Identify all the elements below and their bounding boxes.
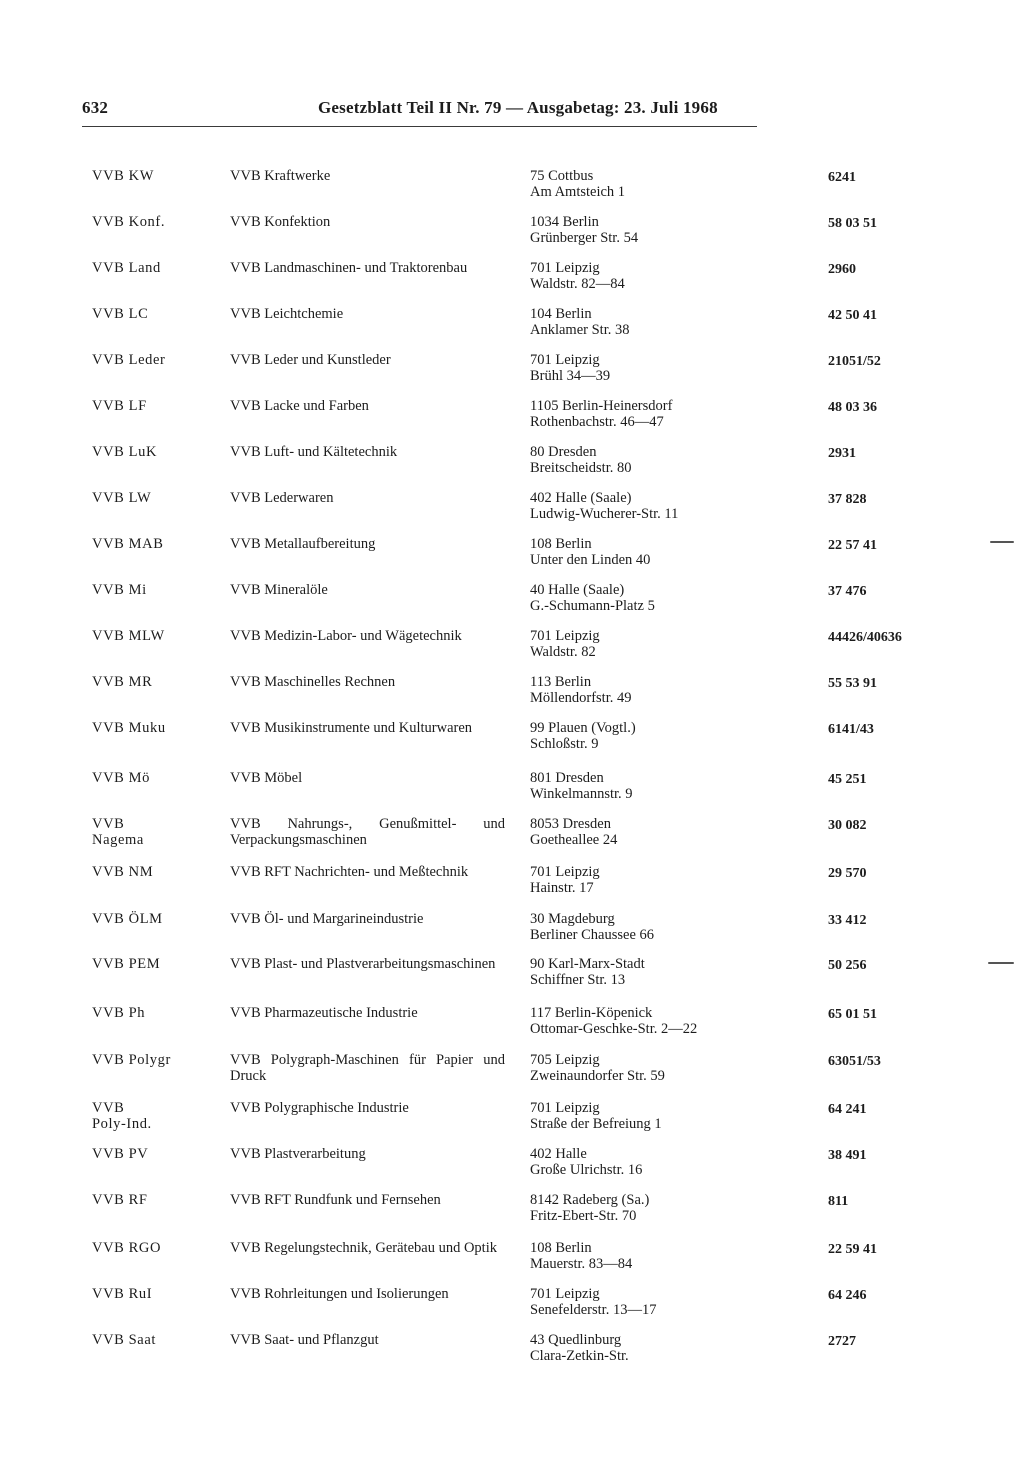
table-row xyxy=(0,398,1024,442)
address xyxy=(530,214,770,246)
address-city: 75 Cottbus xyxy=(530,168,594,184)
phone-number: 811 xyxy=(828,1194,849,1209)
phone-number: 29 570 xyxy=(828,866,867,881)
phone-number: 30 082 xyxy=(828,818,867,833)
abbreviation: VVB LuK xyxy=(92,444,158,460)
address xyxy=(530,628,770,660)
address xyxy=(530,1005,770,1037)
phone-number: 48 03 36 xyxy=(828,400,877,415)
address-street: G.-Schumann-Platz 5 xyxy=(530,598,655,614)
address-city: 701 Leipzig xyxy=(530,260,600,276)
abbreviation: VVB Mi xyxy=(92,582,147,598)
address-city: 402 Halle (Saale) xyxy=(530,490,632,506)
address-street: Schloßstr. 9 xyxy=(530,736,599,752)
abbreviation: VVB RGO xyxy=(92,1240,162,1256)
address xyxy=(530,168,770,200)
table-row xyxy=(0,168,1024,212)
address xyxy=(530,1100,770,1132)
abbreviation: VVB LF xyxy=(92,398,147,414)
organization-name: VVB Maschinelles Rechnen xyxy=(230,674,396,690)
phone-number: 63051/53 xyxy=(828,1054,881,1069)
address-city: 8142 Radeberg (Sa.) xyxy=(530,1192,650,1208)
address-street: Große Ulrichstr. 16 xyxy=(530,1162,643,1178)
address xyxy=(530,1286,770,1318)
address-city: 701 Leipzig xyxy=(530,1100,600,1116)
phone-number: 50 256 xyxy=(828,958,867,973)
address-city: 701 Leipzig xyxy=(530,352,600,368)
phone-number: 2960 xyxy=(828,262,856,277)
table-row xyxy=(0,1005,1024,1049)
organization-name: VVB Pharmazeutische Industrie xyxy=(230,1005,418,1021)
abbreviation: VVB LC xyxy=(92,306,149,322)
address xyxy=(530,1332,770,1364)
address xyxy=(530,352,770,384)
table-row xyxy=(0,628,1024,672)
phone-number: 6241 xyxy=(828,170,856,185)
table-row xyxy=(0,214,1024,258)
address-street: Ottomar-Geschke-Str. 2—22 xyxy=(530,1021,698,1037)
abbreviation: VVB ÖLM xyxy=(92,911,163,927)
table-row xyxy=(0,1052,1024,1096)
address-street: Senefelderstr. 13—17 xyxy=(530,1302,657,1318)
address-city: 113 Berlin xyxy=(530,674,592,690)
table-row xyxy=(0,816,1024,860)
address xyxy=(530,444,770,476)
table-row xyxy=(0,911,1024,955)
address-city: 705 Leipzig xyxy=(530,1052,600,1068)
organization-name: VVB Metallaufbereitung xyxy=(230,536,376,552)
table-row xyxy=(0,674,1024,718)
table-row xyxy=(0,1286,1024,1330)
abbreviation: VVB PV xyxy=(92,1146,149,1162)
organization-name: VVB Polygraph-Maschinen für Papier und Druck xyxy=(230,1052,505,1084)
address-street: Brühl 34—39 xyxy=(530,368,611,384)
abbreviation: VVB NM xyxy=(92,864,154,880)
abbreviation: VVB Polygr xyxy=(92,1052,171,1068)
table-row xyxy=(0,720,1024,764)
address xyxy=(530,911,770,943)
abbreviation: VVB MR xyxy=(92,674,153,690)
address xyxy=(530,816,770,848)
address-street: Breitscheidstr. 80 xyxy=(530,460,632,476)
page-number: 632 xyxy=(82,98,109,117)
organization-name: VVB Kraftwerke xyxy=(230,168,331,184)
abbreviation: VVB RuI xyxy=(92,1286,153,1302)
organization-name: VVB Lacke und Farben xyxy=(230,398,369,414)
organization-name: VVB Mineralöle xyxy=(230,582,328,598)
address-city: 80 Dresden xyxy=(530,444,597,460)
table-row xyxy=(0,306,1024,350)
address-street: Möllendorfstr. 49 xyxy=(530,690,632,706)
organization-name: VVB Leichtchemie xyxy=(230,306,344,322)
phone-number: 64 241 xyxy=(828,1102,867,1117)
address-street: Clara-Zetkin-Str. xyxy=(530,1348,629,1364)
address-city: 104 Berlin xyxy=(530,306,592,322)
organization-name: VVB Regelungstechnik, Gerätebau und Optik xyxy=(230,1240,497,1256)
phone-number: 38 491 xyxy=(828,1148,867,1163)
address-city: 402 Halle xyxy=(530,1146,587,1162)
table-row xyxy=(0,1332,1024,1376)
table-row xyxy=(0,1146,1024,1190)
page-header xyxy=(82,98,772,128)
address xyxy=(530,864,770,896)
address-street: Winkelmannstr. 9 xyxy=(530,786,633,802)
address-street: Waldstr. 82—84 xyxy=(530,276,625,292)
organization-name: VVB Musikinstrumente und Kulturwaren xyxy=(230,720,473,736)
organization-name: VVB Medizin-Labor- und Wägetechnik xyxy=(230,628,462,644)
address xyxy=(530,490,770,522)
table-row xyxy=(0,352,1024,396)
organization-name: VVB RFT Rundfunk und Fernsehen xyxy=(230,1192,441,1208)
address-street: Zweinaundorfer Str. 59 xyxy=(530,1068,665,1084)
table-row xyxy=(0,536,1024,580)
address xyxy=(530,582,770,614)
address xyxy=(530,260,770,292)
address-street: Unter den Linden 40 xyxy=(530,552,651,568)
organization-name: VVB Konfektion xyxy=(230,214,331,230)
address xyxy=(530,536,770,568)
table-row xyxy=(0,956,1024,1000)
address-street: Grünberger Str. 54 xyxy=(530,230,639,246)
address-city: 90 Karl-Marx-Stadt xyxy=(530,956,645,972)
phone-number: 65 01 51 xyxy=(828,1007,877,1022)
table-row xyxy=(0,770,1024,814)
abbreviation: VVB KW xyxy=(92,168,154,184)
margin-mark xyxy=(990,541,1014,543)
address-street: Anklamer Str. 38 xyxy=(530,322,630,338)
phone-number: 58 03 51 xyxy=(828,216,877,231)
address-street: Schiffner Str. 13 xyxy=(530,972,626,988)
address xyxy=(530,1192,770,1224)
organization-name: VVB RFT Nachrichten- und Meßtechnik xyxy=(230,864,469,880)
organization-name: VVB Rohrleitungen und Isolierungen xyxy=(230,1286,449,1302)
address-street: Goetheallee 24 xyxy=(530,832,618,848)
organization-name: VVB Möbel xyxy=(230,770,303,786)
address-city: 701 Leipzig xyxy=(530,1286,600,1302)
table-row xyxy=(0,1192,1024,1236)
address-city: 30 Magdeburg xyxy=(530,911,615,927)
phone-number: 22 59 41 xyxy=(828,1242,877,1257)
address-street: Berliner Chaussee 66 xyxy=(530,927,655,943)
address-street: Rothenbachstr. 46—47 xyxy=(530,414,664,430)
abbreviation: VVB Ph xyxy=(92,1005,146,1021)
abbreviation: VVB LW xyxy=(92,490,152,506)
abbreviation: VVB MAB xyxy=(92,536,164,552)
address-city: 99 Plauen (Vogtl.) xyxy=(530,720,636,736)
phone-number: 21051/52 xyxy=(828,354,881,369)
organization-name: VVB Luft- und Kältetechnik xyxy=(230,444,398,460)
address-street: Am Amtsteich 1 xyxy=(530,184,626,200)
address-city: 108 Berlin xyxy=(530,1240,592,1256)
phone-number: 2727 xyxy=(828,1334,856,1349)
table-row xyxy=(0,864,1024,908)
table-row xyxy=(0,260,1024,304)
address xyxy=(530,720,770,752)
phone-number: 44426/40636 xyxy=(828,630,902,645)
abbreviation: VVB Saat xyxy=(92,1332,157,1348)
organization-name: VVB Plastverarbeitung xyxy=(230,1146,366,1162)
address xyxy=(530,1240,770,1272)
address-street: Mauerstr. 83—84 xyxy=(530,1256,633,1272)
organization-name: VVB Landmaschinen- und Traktorenbau xyxy=(230,260,468,276)
table-row xyxy=(0,444,1024,488)
address-city: 1105 Berlin-Heinersdorf xyxy=(530,398,673,414)
abbreviation: VVB Poly-Ind. xyxy=(92,1100,152,1132)
phone-number: 6141/43 xyxy=(828,722,874,737)
phone-number: 37 828 xyxy=(828,492,867,507)
address-city: 43 Quedlinburg xyxy=(530,1332,622,1348)
organization-name: VVB Lederwaren xyxy=(230,490,334,506)
address xyxy=(530,398,770,430)
abbreviation: VVB RF xyxy=(92,1192,148,1208)
organization-name: VVB Polygraphische Industrie xyxy=(230,1100,409,1116)
address-city: 801 Dresden xyxy=(530,770,604,786)
address-city: 40 Halle (Saale) xyxy=(530,582,625,598)
address xyxy=(530,674,770,706)
address-street: Straße der Befreiung 1 xyxy=(530,1116,662,1132)
phone-number: 55 53 91 xyxy=(828,676,877,691)
running-title: Gesetzblatt Teil II Nr. 79 — Ausgabetag: 23. Juli 1968 xyxy=(318,98,718,117)
abbreviation: VVB PEM xyxy=(92,956,161,972)
address-street: Ludwig-Wucherer-Str. 11 xyxy=(530,506,679,522)
address xyxy=(530,306,770,338)
address-city: 1034 Berlin xyxy=(530,214,599,230)
address xyxy=(530,1052,770,1084)
margin-mark xyxy=(988,962,1014,964)
address xyxy=(530,956,770,988)
address-city: 108 Berlin xyxy=(530,536,592,552)
table-row xyxy=(0,1240,1024,1284)
header-rule xyxy=(82,126,757,127)
address-street: Fritz-Ebert-Str. 70 xyxy=(530,1208,637,1224)
phone-number: 42 50 41 xyxy=(828,308,877,323)
phone-number: 37 476 xyxy=(828,584,867,599)
phone-number: 45 251 xyxy=(828,772,867,787)
table-row xyxy=(0,1100,1024,1144)
abbreviation: VVB MLW xyxy=(92,628,165,644)
address-city: 8053 Dresden xyxy=(530,816,611,832)
abbreviation: VVB Mö xyxy=(92,770,150,786)
organization-name: VVB Leder und Kunstleder xyxy=(230,352,391,368)
address-street: Hainstr. 17 xyxy=(530,880,594,896)
abbreviation: VVB Muku xyxy=(92,720,166,736)
abbreviation: VVB Nagema xyxy=(92,816,144,848)
address-city: 701 Leipzig xyxy=(530,864,600,880)
abbreviation: VVB Konf. xyxy=(92,214,166,230)
table-row xyxy=(0,582,1024,626)
address xyxy=(530,1146,770,1178)
organization-name: VVB Öl- und Margarineindustrie xyxy=(230,911,424,927)
address-city: 117 Berlin-Köpenick xyxy=(530,1005,653,1021)
organization-name: VVB Saat- und Pflanzgut xyxy=(230,1332,379,1348)
organization-name: VVB Nahrungs-, Genußmittel- und Verpackungsmaschinen xyxy=(230,816,505,848)
organization-name: VVB Plast- und Plastverarbeitungsmaschinen xyxy=(230,956,496,972)
phone-number: 33 412 xyxy=(828,913,867,928)
address-city: 701 Leipzig xyxy=(530,628,600,644)
phone-number: 64 246 xyxy=(828,1288,867,1303)
table-row xyxy=(0,490,1024,534)
abbreviation: VVB Leder xyxy=(92,352,166,368)
address-street: Waldstr. 82 xyxy=(530,644,596,660)
address xyxy=(530,770,770,802)
phone-number: 2931 xyxy=(828,446,856,461)
abbreviation: VVB Land xyxy=(92,260,161,276)
phone-number: 22 57 41 xyxy=(828,538,877,553)
